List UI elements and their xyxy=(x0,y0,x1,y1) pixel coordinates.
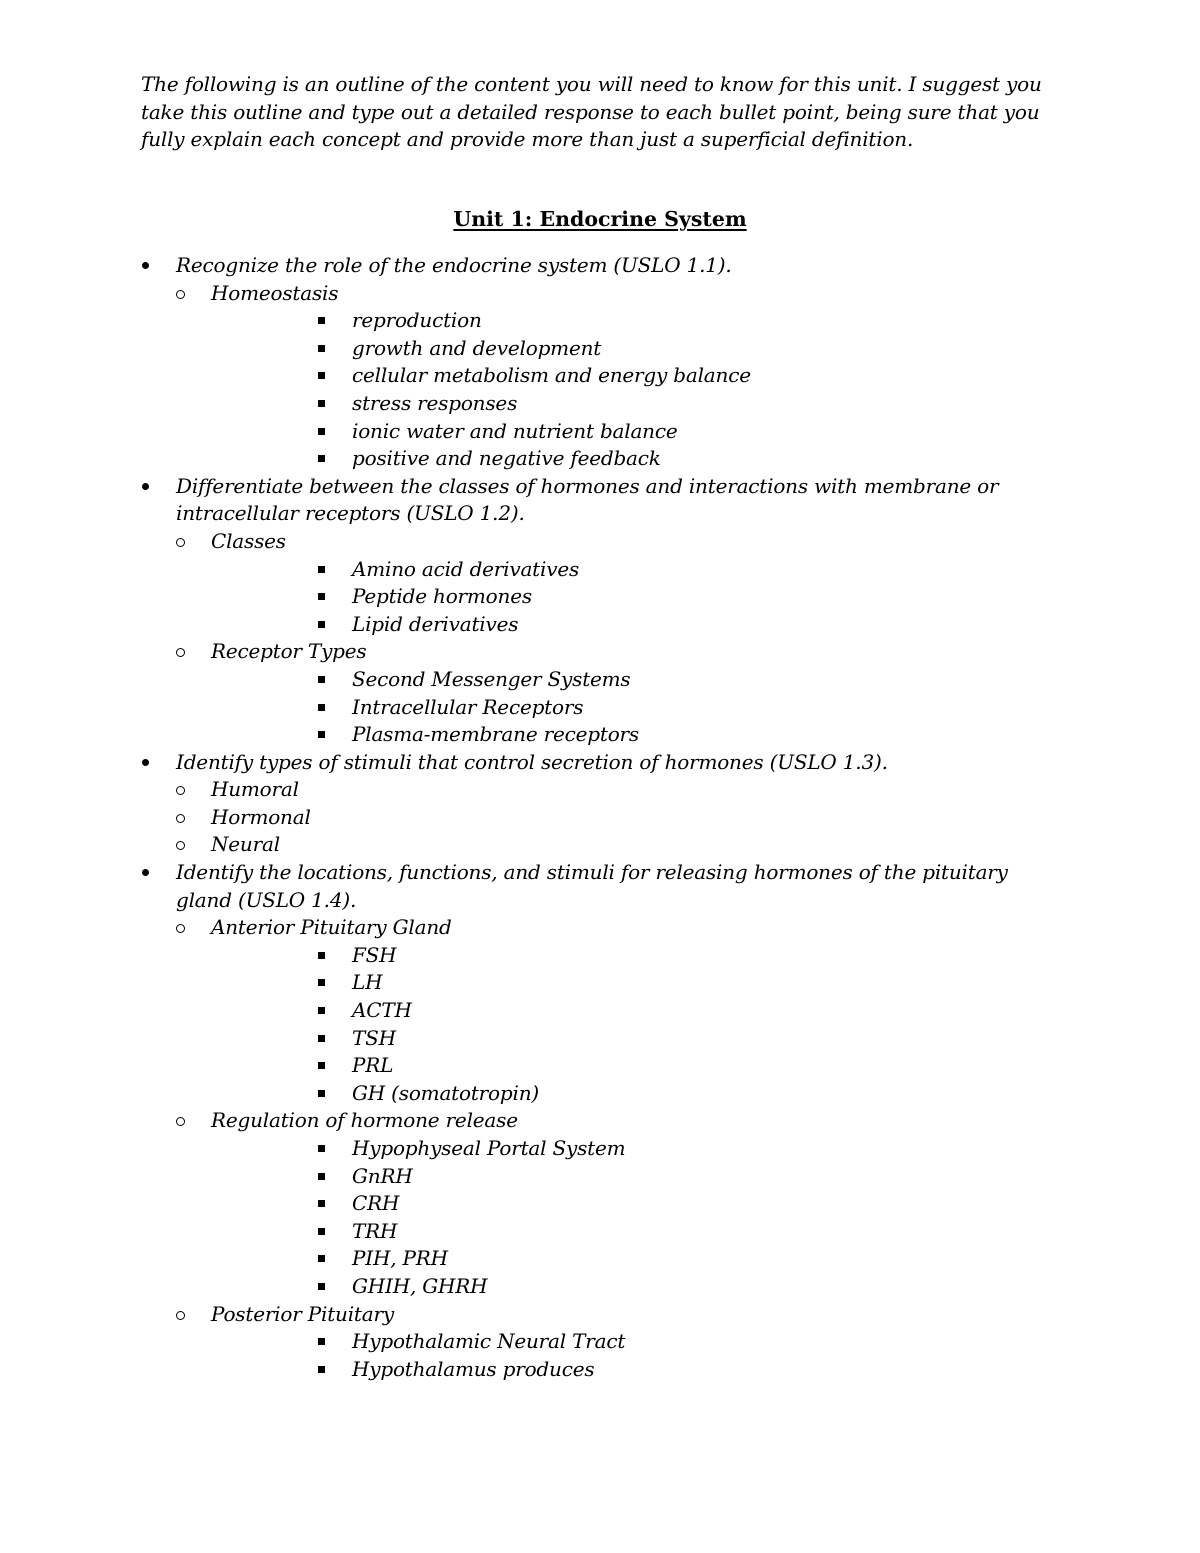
outline-subsubitem xyxy=(0,583,1200,611)
bullet-circle-icon xyxy=(176,648,185,657)
outline-subitem xyxy=(0,1301,1200,1329)
outline-subsubitem-text: Peptide hormones xyxy=(352,584,532,609)
outline-subsubitem-text: GH (somatotropin) xyxy=(352,1080,539,1105)
bullet-circle-icon xyxy=(176,814,185,823)
outline-subsubitem-text: LH xyxy=(352,970,383,995)
bullet-square-icon xyxy=(318,1228,325,1235)
outline-item xyxy=(0,749,1200,777)
bullet-square-icon xyxy=(318,1062,325,1069)
outline-item xyxy=(0,859,1200,914)
outline-subsubitem-text: PRL xyxy=(352,1053,394,1078)
outline-item-text: Differentiate between the classes of hormones and interactions with membrane or intracellular receptors (USLO 1.2). xyxy=(176,473,999,526)
outline-subsubitem xyxy=(0,1052,1200,1080)
outline-subsubitem xyxy=(0,666,1200,694)
outline-subsubitem xyxy=(0,362,1200,390)
outline-subsubitem-text: stress responses xyxy=(352,390,518,415)
outline-item xyxy=(0,252,1200,280)
bullet-circle-icon xyxy=(176,841,185,850)
outline-subsubitem xyxy=(0,1080,1200,1108)
outline-subsubitem-text: Second Messenger Systems xyxy=(352,666,631,691)
outline-subitem xyxy=(0,804,1200,832)
bullet-square-icon xyxy=(318,676,325,683)
outline-subitem xyxy=(0,831,1200,859)
outline-subsubitem-text: reproduction xyxy=(352,308,482,333)
outline-subsubitem-text: FSH xyxy=(352,942,397,967)
bullet-disc-icon xyxy=(142,869,149,876)
outline-item-text: Recognize the role of the endocrine system (USLO 1.1). xyxy=(176,253,732,277)
outline-subsubitem-text: GHIH, GHRH xyxy=(352,1273,488,1298)
outline-subsubitem xyxy=(0,335,1200,363)
bullet-square-icon xyxy=(318,428,325,435)
outline-subsubitem xyxy=(0,445,1200,473)
outline-subsubitem-text: Plasma-membrane receptors xyxy=(352,722,639,747)
outline-subsubitem xyxy=(0,721,1200,749)
outline-subsubitem xyxy=(0,418,1200,446)
bullet-square-icon xyxy=(318,1283,325,1290)
outline-subsubitem xyxy=(0,1356,1200,1384)
bullet-circle-icon xyxy=(176,290,185,299)
bullet-disc-icon xyxy=(142,759,149,766)
outline-subitem-text: Neural xyxy=(211,832,280,857)
bullet-square-icon xyxy=(318,1145,325,1152)
outline-subsubitem-text: Hypothalamus produces xyxy=(352,1356,595,1381)
outline-subsubitem xyxy=(0,611,1200,639)
outline-subsubitem xyxy=(0,1025,1200,1053)
outline-subsubitem xyxy=(0,969,1200,997)
bullet-disc-icon xyxy=(142,262,149,269)
outline-subitem xyxy=(0,914,1200,942)
outline-subitem xyxy=(0,1107,1200,1135)
bullet-square-icon xyxy=(318,455,325,462)
bullet-circle-icon xyxy=(176,538,185,547)
outline-item-text: Identify the locations, functions, and stimuli for releasing hormones of the pituitary gland (USLO 1.4). xyxy=(176,860,1008,912)
outline-subitem-text: Hormonal xyxy=(211,804,311,829)
outline-subsubitem xyxy=(0,997,1200,1025)
outline-item xyxy=(0,473,1200,528)
outline-subitem xyxy=(0,776,1200,804)
outline-subsubitem xyxy=(0,1135,1200,1163)
unit-title: Unit 1: Endocrine System xyxy=(453,207,747,231)
bullet-square-icon xyxy=(318,1366,325,1373)
outline-subitem-text: Posterior Pituitary xyxy=(211,1301,394,1326)
outline-subsubitem-text: cellular metabolism and energy balance xyxy=(352,363,751,388)
bullet-circle-icon xyxy=(176,924,185,933)
outline-subitem xyxy=(0,528,1200,556)
outline-subsubitem xyxy=(0,307,1200,335)
bullet-square-icon xyxy=(318,400,325,407)
outline-subsubitem-text: CRH xyxy=(352,1191,400,1216)
bullet-circle-icon xyxy=(176,1311,185,1320)
outline-subsubitem-text: TSH xyxy=(352,1025,396,1050)
outline-subsubitem-text: ACTH xyxy=(352,998,412,1023)
outline-subsubitem xyxy=(0,1245,1200,1273)
bullet-square-icon xyxy=(318,1200,325,1207)
outline-subsubitem-text: ionic water and nutrient balance xyxy=(352,418,678,443)
bullet-square-icon xyxy=(318,1090,325,1097)
outline-subsubitem-text: growth and development xyxy=(352,335,602,360)
bullet-square-icon xyxy=(318,1007,325,1014)
outline-subsubitem-text: positive and negative feedback xyxy=(352,446,661,471)
bullet-square-icon xyxy=(318,1173,325,1180)
bullet-square-icon xyxy=(318,1035,325,1042)
bullet-square-icon xyxy=(318,731,325,738)
outline-subitem xyxy=(0,638,1200,666)
outline-subsubitem-text: Intracellular Receptors xyxy=(352,694,584,719)
intro-paragraph: The following is an outline of the content you will need to know for this unit. I suggest you take this outline and type out a detailed response to each bullet point, being sure that you fully explain each concept and provide more than just a superficial definition. xyxy=(141,72,1042,151)
bullet-square-icon xyxy=(318,317,325,324)
bullet-square-icon xyxy=(318,345,325,352)
outline-subsubitem xyxy=(0,1218,1200,1246)
bullet-square-icon xyxy=(318,1255,325,1262)
outline-subsubitem-text: TRH xyxy=(352,1218,398,1243)
outline-item-text: Identify types of stimuli that control secretion of hormones (USLO 1.3). xyxy=(176,749,888,774)
bullet-square-icon xyxy=(318,1338,325,1345)
bullet-circle-icon xyxy=(176,786,185,795)
outline-subsubitem-text: Hypothalamic Neural Tract xyxy=(352,1329,626,1354)
outline-subsubitem xyxy=(0,942,1200,970)
outline-subsubitem-text: Amino acid derivatives xyxy=(352,556,580,581)
outline-subsubitem-text: PIH, PRH xyxy=(352,1246,448,1271)
bullet-square-icon xyxy=(318,621,325,628)
bullet-square-icon xyxy=(318,593,325,600)
outline-list xyxy=(0,252,1200,1383)
outline-subsubitem xyxy=(0,1273,1200,1301)
outline-subitem-text: Homeostasis xyxy=(211,280,339,305)
outline-subsubitem xyxy=(0,1163,1200,1191)
bullet-square-icon xyxy=(318,979,325,986)
bullet-square-icon xyxy=(318,566,325,573)
outline-subitem-text: Classes xyxy=(211,528,286,553)
outline-subitem-text: Regulation of hormone release xyxy=(211,1108,518,1133)
outline-subsubitem xyxy=(0,1190,1200,1218)
outline-subsubitem-text: GnRH xyxy=(352,1163,413,1188)
outline-subitem xyxy=(0,280,1200,308)
outline-subsubitem xyxy=(0,1328,1200,1356)
outline-subsubitem-text: Lipid derivatives xyxy=(352,611,519,636)
outline-subsubitem xyxy=(0,556,1200,584)
outline-subitem-text: Receptor Types xyxy=(211,639,367,664)
outline-subitem-text: Humoral xyxy=(211,777,299,802)
outline-subitem-text: Anterior Pituitary Gland xyxy=(211,915,452,940)
outline-subsubitem-text: Hypophyseal Portal System xyxy=(352,1136,626,1160)
bullet-square-icon xyxy=(318,704,325,711)
bullet-square-icon xyxy=(318,372,325,379)
bullet-disc-icon xyxy=(142,483,149,490)
outline-subsubitem xyxy=(0,694,1200,722)
outline-subsubitem xyxy=(0,390,1200,418)
bullet-square-icon xyxy=(318,952,325,959)
bullet-circle-icon xyxy=(176,1117,185,1126)
